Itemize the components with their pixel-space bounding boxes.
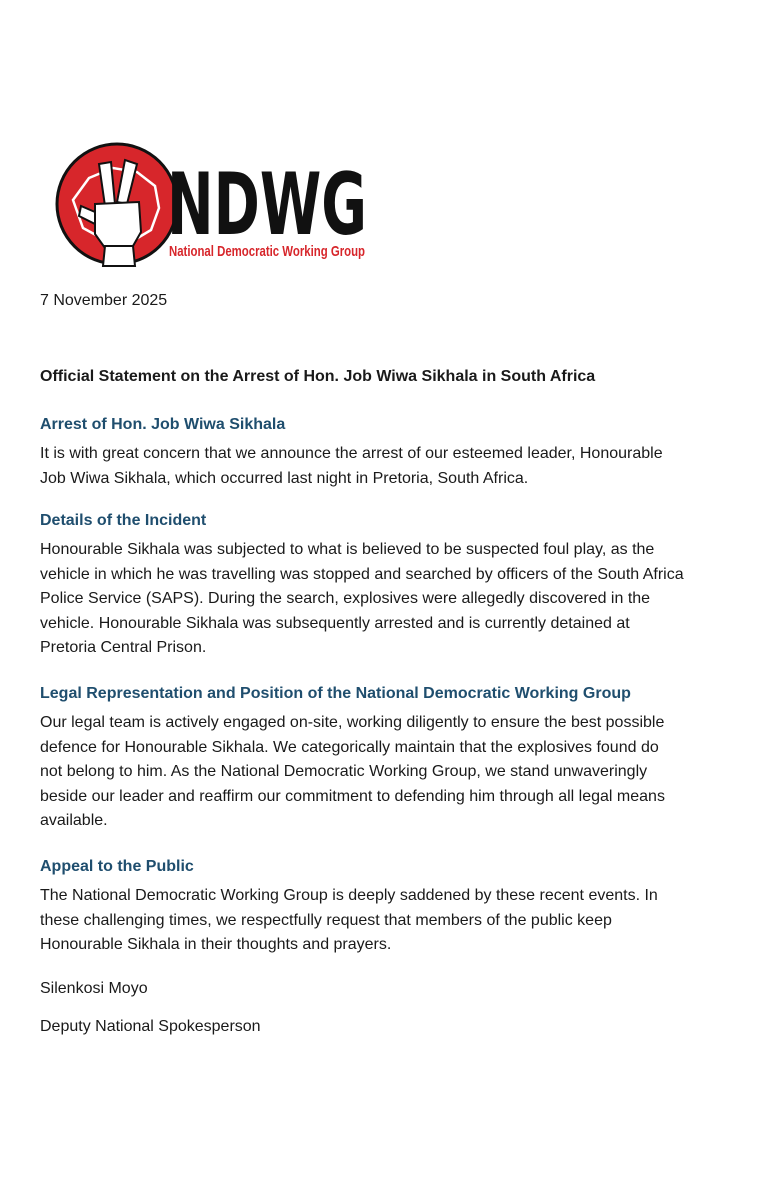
body-line: The National Democratic Working Group is deeply saddened by these recent events. In [40,887,658,904]
section-heading: Appeal to the Public [40,858,194,875]
body-line: defence for Honourable Sikhala. We categorically maintain that the explosives found do [40,738,659,756]
section-body [40,538,720,661]
section-heading: Details of the Incident [40,512,207,529]
section-appeal [40,858,720,958]
body-line: Police Service (SAPS). During the search, explosives were allegedly discovered in the [40,590,651,607]
statement-title: Official Statement on the Arrest of Hon. Job Wiwa Sikhala in South Africa [40,368,596,385]
body-line: Honourable Sikhala in their thoughts and prayers. [40,936,392,953]
body-line: Job Wiwa Sikhala, which occurred last night in Pretoria, South Africa. [40,469,529,487]
body-line: not belong to him. As the National Democratic Working Group, we stand unwaveringly [40,763,648,780]
section-details [40,512,720,661]
section-heading: Arrest of Hon. Job Wiwa Sikhala [40,416,286,433]
body-line: these challenging times, we respectfully request that members of the public keep [40,911,612,929]
section-heading: Legal Representation and Position of the National Democratic Working Group [40,685,631,702]
signatory-name: Silenkosi Moyo [40,980,148,997]
body-line: Pretoria Central Prison. [40,639,207,656]
section-body [40,884,720,958]
section-body [40,442,720,491]
section-arrest [40,416,720,491]
logo-acronym: NDWG [167,155,367,255]
body-line: vehicle in which he was travelling was stopped and searched by officers of the South Africa [40,565,684,583]
body-line: beside our leader and reaffirm our commitment to defending him through all legal means [40,787,665,805]
body-line: Our legal team is actively engaged on-site, working diligently to ensure the best possible [40,714,665,731]
ndwg-logo-graphic [55,142,375,270]
signatory-role: Deputy National Spokesperson [40,1018,261,1035]
section-legal [40,685,720,834]
logo-tagline: National Democratic Working Group [169,243,365,260]
statement-date: 7 November 2025 [40,292,168,309]
body-line: vehicle. Honourable Sikhala was subsequently arrested and is currently detained at [40,614,630,632]
ndwg-logo [55,142,375,270]
body-line: Honourable Sikhala was subjected to what is believed to be suspected foul play, as the [40,541,655,558]
body-line: available. [40,812,108,829]
section-body [40,711,720,834]
body-line: It is with great concern that we announce the arrest of our esteemed leader, Honourable [40,445,663,462]
